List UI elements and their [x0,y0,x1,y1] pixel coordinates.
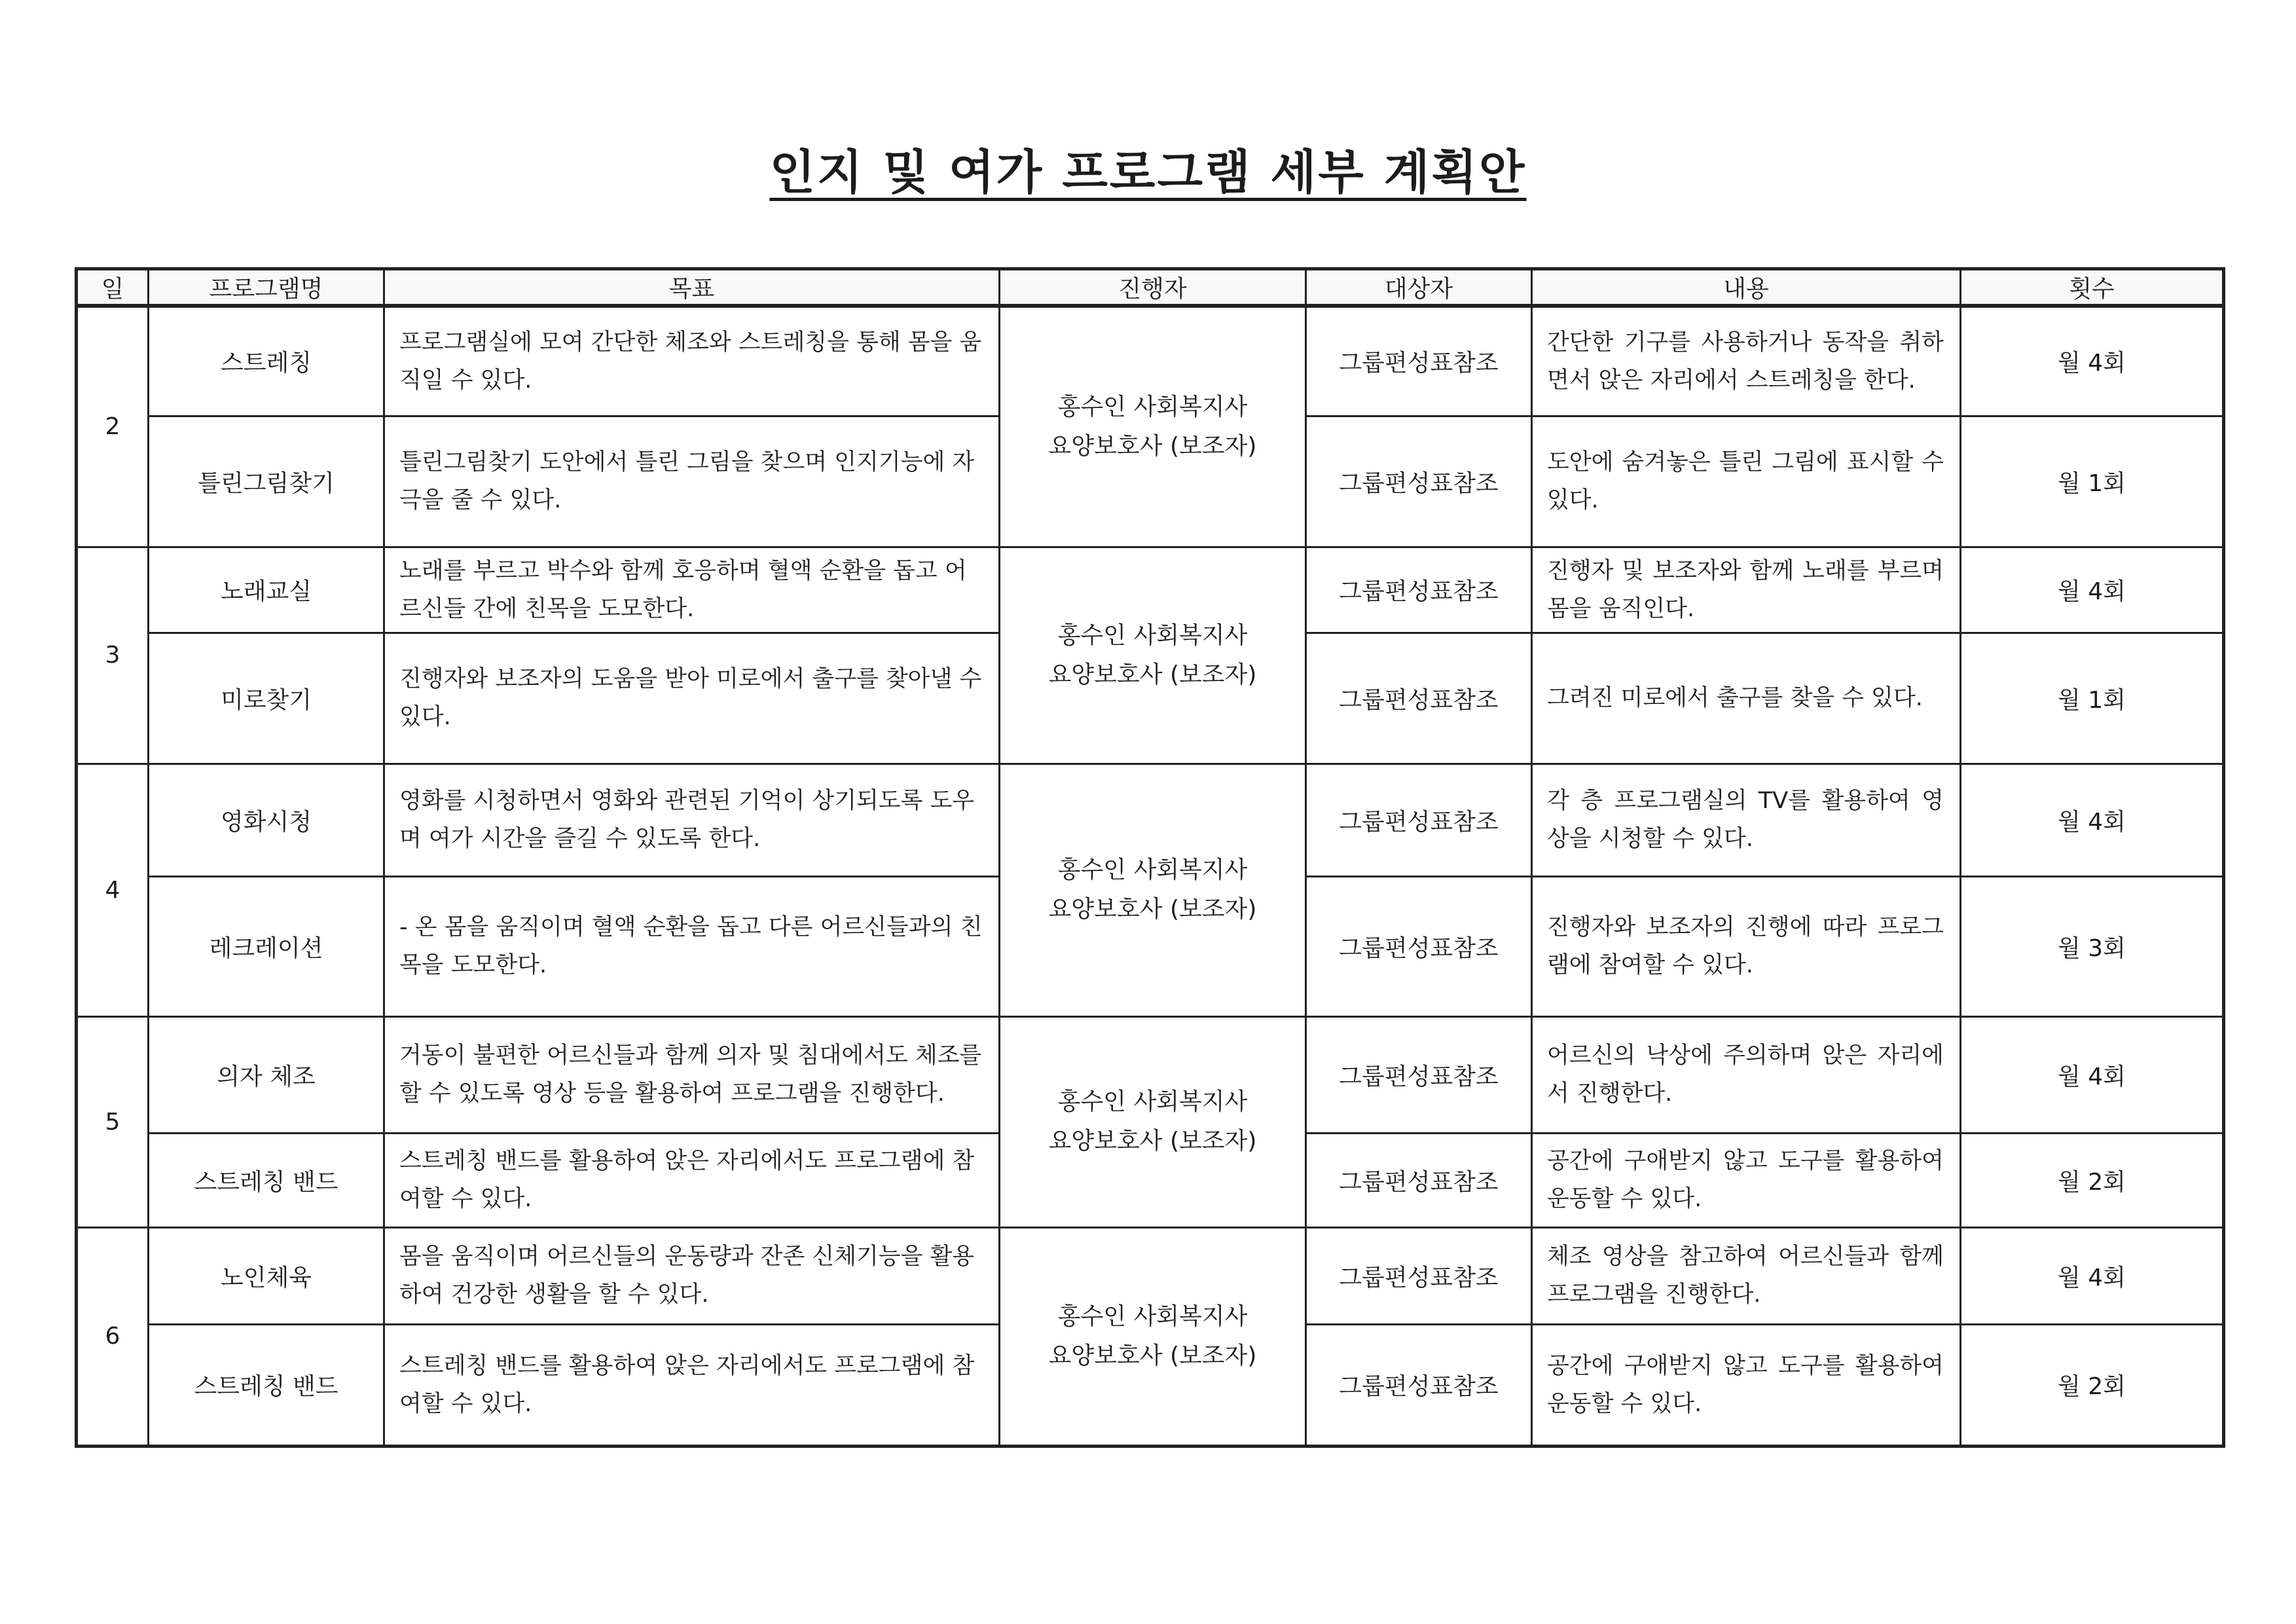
count-text: 월 4회 [1961,306,2224,416]
content-text: 그려진 미로에서 출구를 찾을 수 있다. [1532,633,1961,764]
content-text: 진행자 및 보조자와 함께 노래를 부르며 몸을 움직인다. [1532,547,1961,633]
leader-assistant: 요양보호사 (보조자) [1048,896,1257,923]
target-text: 그룹편성표참조 [1306,1133,1532,1227]
count-text: 월 3회 [1961,876,2224,1016]
leader-cell [1000,547,1306,764]
leader-cell [1000,1016,1306,1227]
leader-assistant: 요양보호사 (보조자) [1048,661,1257,688]
day-cell: 2 [77,306,149,547]
header-content: 내용 [1532,269,1961,306]
count-text: 월 4회 [1961,547,2224,633]
target-text: 그룹편성표참조 [1306,1016,1532,1133]
target-text: 그룹편성표참조 [1306,306,1532,416]
count-text: 월 4회 [1961,1227,2224,1324]
page-title-text: 인지 및 여가 프로그램 세부 계획안 [769,145,1527,200]
content-text: 간단한 기구를 사용하거나 동작을 취하면서 앉은 자리에서 스트레칭을 한다. [1532,306,1961,416]
count-text: 월 1회 [1961,416,2224,547]
day-cell: 3 [77,547,149,764]
target-text: 그룹편성표참조 [1306,633,1532,764]
content-text: 체조 영상을 참고하여 어르신들과 함께 프로그램을 진행한다. [1532,1227,1961,1324]
program-name: 스트레칭 밴드 [149,1133,384,1227]
target-text: 그룹편성표참조 [1306,1227,1532,1324]
count-text: 월 2회 [1961,1133,2224,1227]
leader-name: 홍수인 사회복지사 [1057,393,1248,420]
table-row [77,764,2224,876]
leader-assistant: 요양보호사 (보조자) [1048,432,1257,460]
goal-text: 스트레칭 밴드를 활용하여 앉은 자리에서도 프로그램에 참여할 수 있다. [384,1324,1000,1446]
table-row [77,306,2224,416]
content-text: 진행자와 보조자의 진행에 따라 프로그램에 참여할 수 있다. [1532,876,1961,1016]
header-leader: 진행자 [1000,269,1306,306]
leader-name: 홍수인 사회복지사 [1057,1302,1248,1330]
header-target: 대상자 [1306,269,1532,306]
content-text: 도안에 숨겨놓은 틀린 그림에 표시할 수 있다. [1532,416,1961,547]
goal-text: 노래를 부르고 박수와 함께 호응하며 혈액 순환을 돕고 어르신들 간에 친목을 도모한다. [384,547,1000,633]
target-text: 그룹편성표참조 [1306,416,1532,547]
program-name: 스트레칭 [149,306,384,416]
count-text: 월 1회 [1961,633,2224,764]
program-name: 영화시청 [149,764,384,876]
program-name: 스트레칭 밴드 [149,1324,384,1446]
target-text: 그룹편성표참조 [1306,1324,1532,1446]
goal-text: 몸을 움직이며 어르신들의 운동량과 잔존 신체기능을 활용하여 건강한 생활을 할 수 있다. [384,1227,1000,1324]
count-text: 월 4회 [1961,1016,2224,1133]
program-name: 노인체육 [149,1227,384,1324]
target-text: 그룹편성표참조 [1306,876,1532,1016]
program-name: 노래교실 [149,547,384,633]
leader-assistant: 요양보호사 (보조자) [1048,1128,1257,1154]
day-cell: 5 [77,1016,149,1227]
leader-name: 홍수인 사회복지사 [1057,1088,1248,1115]
leader-cell [1000,764,1306,1016]
leader-name: 홍수인 사회복지사 [1057,857,1248,883]
content-text: 각 층 프로그램실의 TV를 활용하여 영상을 시청할 수 있다. [1532,764,1961,876]
header-program: 프로그램명 [149,269,384,306]
content-text: 공간에 구애받지 않고 도구를 활용하여 운동할 수 있다. [1532,1133,1961,1227]
count-text: 월 2회 [1961,1324,2224,1446]
header-goal: 목표 [384,269,1000,306]
program-name: 틀린그림찾기 [149,416,384,547]
goal-text: 프로그램실에 모여 간단한 체조와 스트레칭을 통해 몸을 움직일 수 있다. [384,306,1000,416]
count-text: 월 4회 [1961,764,2224,876]
target-text: 그룹편성표참조 [1306,764,1532,876]
content-text: 어르신의 낙상에 주의하며 앉은 자리에서 진행한다. [1532,1016,1961,1133]
leader-cell [1000,1227,1306,1446]
table-row [77,1227,2224,1324]
goal-text: 스트레칭 밴드를 활용하여 앉은 자리에서도 프로그램에 참여할 수 있다. [384,1133,1000,1227]
page-title [0,134,2296,202]
header-day: 일 [77,269,149,306]
program-name: 레크레이션 [149,876,384,1016]
header-count: 횟수 [1961,269,2224,306]
leader-assistant: 요양보호사 (보조자) [1048,1342,1257,1369]
goal-text: - 온 몸을 움직이며 혈액 순환을 돕고 다른 어르신들과의 친목을 도모한다. [384,876,1000,1016]
content-text: 공간에 구애받지 않고 도구를 활용하여 운동할 수 있다. [1532,1324,1961,1446]
day-cell: 4 [77,764,149,1016]
leader-cell [1000,306,1306,547]
goal-text: 진행자와 보조자의 도움을 받아 미로에서 출구를 찾아낼 수 있다. [384,633,1000,764]
table-row [77,547,2224,633]
goal-text: 영화를 시청하면서 영화와 관련된 기억이 상기되도록 도우며 여가 시간을 즐길 수 있도록 한다. [384,764,1000,876]
table-row [77,1016,2224,1133]
program-name: 미로찾기 [149,633,384,764]
goal-text: 거동이 불편한 어르신들과 함께 의자 및 침대에서도 체조를 할 수 있도록 영상 등을 활용하여 프로그램을 진행한다. [384,1016,1000,1133]
table-header-row [77,269,2224,306]
goal-text: 틀린그림찾기 도안에서 틀린 그림을 찾으며 인지기능에 자극을 줄 수 있다. [384,416,1000,547]
day-cell: 6 [77,1227,149,1446]
program-plan-table [75,267,2225,1448]
target-text: 그룹편성표참조 [1306,547,1532,633]
leader-name: 홍수인 사회복지사 [1057,621,1248,649]
program-name: 의자 체조 [149,1016,384,1133]
